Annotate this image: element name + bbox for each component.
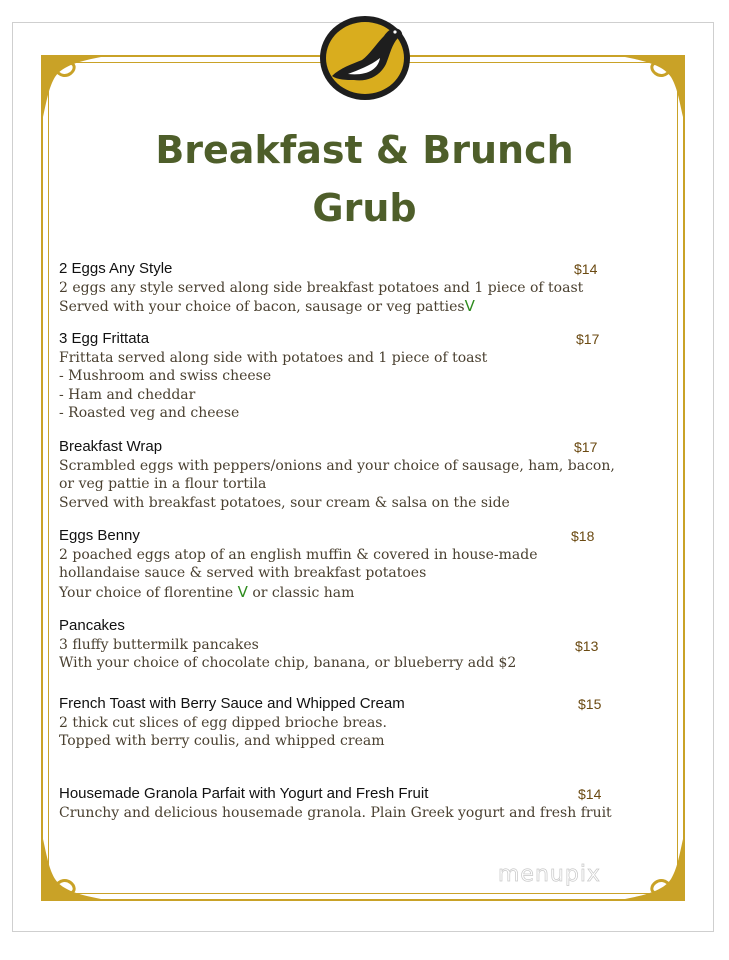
item-description: or veg pattie in a flour tortila	[59, 476, 267, 493]
watermark: menupix	[498, 862, 601, 887]
item-description: 3 fluffy buttermilk pancakes	[59, 637, 259, 653]
item-name: Housemade Granola Parfait with Yogurt and Fresh Fruit	[59, 785, 429, 802]
menu-item-french-toast	[59, 694, 669, 751]
menu-item-frittata	[59, 329, 669, 422]
menu-item-2-eggs	[59, 259, 669, 317]
menu-item-granola-parfait	[59, 784, 669, 822]
corner-ornament-bl-icon	[41, 831, 111, 901]
item-description: Crunchy and delicious housemade granola. Plain Greek yogurt and fresh fruit	[59, 805, 612, 821]
menu-title-line2: Grub	[312, 186, 417, 230]
item-price: $14	[578, 786, 602, 802]
item-description: 2 poached eggs atop of an english muffin & covered in house-made	[59, 547, 538, 563]
vegetarian-mark-icon: V	[237, 582, 248, 601]
item-price: $17	[574, 439, 598, 455]
item-name: Eggs Benny	[59, 527, 140, 544]
item-price: $14	[574, 261, 598, 277]
item-price: $17	[576, 331, 600, 347]
corner-ornament-tr-icon	[615, 55, 685, 125]
item-price: $13	[575, 638, 599, 654]
item-description: Scrambled eggs with peppers/onions and your choice of sausage, ham, bacon,	[59, 458, 615, 474]
item-description: Topped with berry coulis, and whipped cream	[59, 733, 385, 750]
item-option: - Roasted veg and cheese	[59, 404, 240, 421]
item-price: $15	[578, 696, 602, 712]
item-option: - Mushroom and swiss cheese	[59, 368, 272, 385]
vegetarian-mark-icon: V	[464, 297, 475, 316]
item-description: Frittata served along side with potatoes and 1 piece of toast	[59, 350, 488, 366]
item-name: Pancakes	[59, 617, 125, 634]
menu-item-eggs-benny	[59, 526, 669, 602]
corner-ornament-tl-icon	[41, 55, 111, 125]
item-name: 3 Egg Frittata	[59, 330, 150, 347]
item-description: Served with your choice of bacon, sausage or veg pattiesV	[59, 297, 475, 316]
item-description: hollandaise sauce & served with breakfast potatoes	[59, 565, 427, 582]
item-price: $18	[571, 528, 595, 544]
item-option: - Ham and cheddar	[59, 386, 196, 403]
menu-title: Breakfast & Brunch	[155, 128, 574, 172]
item-name: French Toast with Berry Sauce and Whipped Cream	[59, 695, 405, 712]
item-description: Your choice of florentine V or classic ham	[59, 582, 355, 601]
item-description: 2 thick cut slices of egg dipped brioche breas.	[59, 715, 387, 731]
menu-item-breakfast-wrap	[59, 437, 669, 512]
item-description: 2 eggs any style served along side breakfast potatoes and 1 piece of toast	[59, 280, 584, 296]
menu-item-pancakes	[59, 616, 669, 673]
item-description: With your choice of chocolate chip, banana, or blueberry add $2	[59, 655, 517, 672]
item-name: 2 Eggs Any Style	[59, 260, 173, 277]
item-description: Served with breakfast potatoes, sour cream & salsa on the side	[59, 494, 510, 511]
item-name: Breakfast Wrap	[59, 438, 163, 455]
corner-ornament-br-icon	[615, 831, 685, 901]
grouse-logo-icon	[318, 14, 412, 102]
